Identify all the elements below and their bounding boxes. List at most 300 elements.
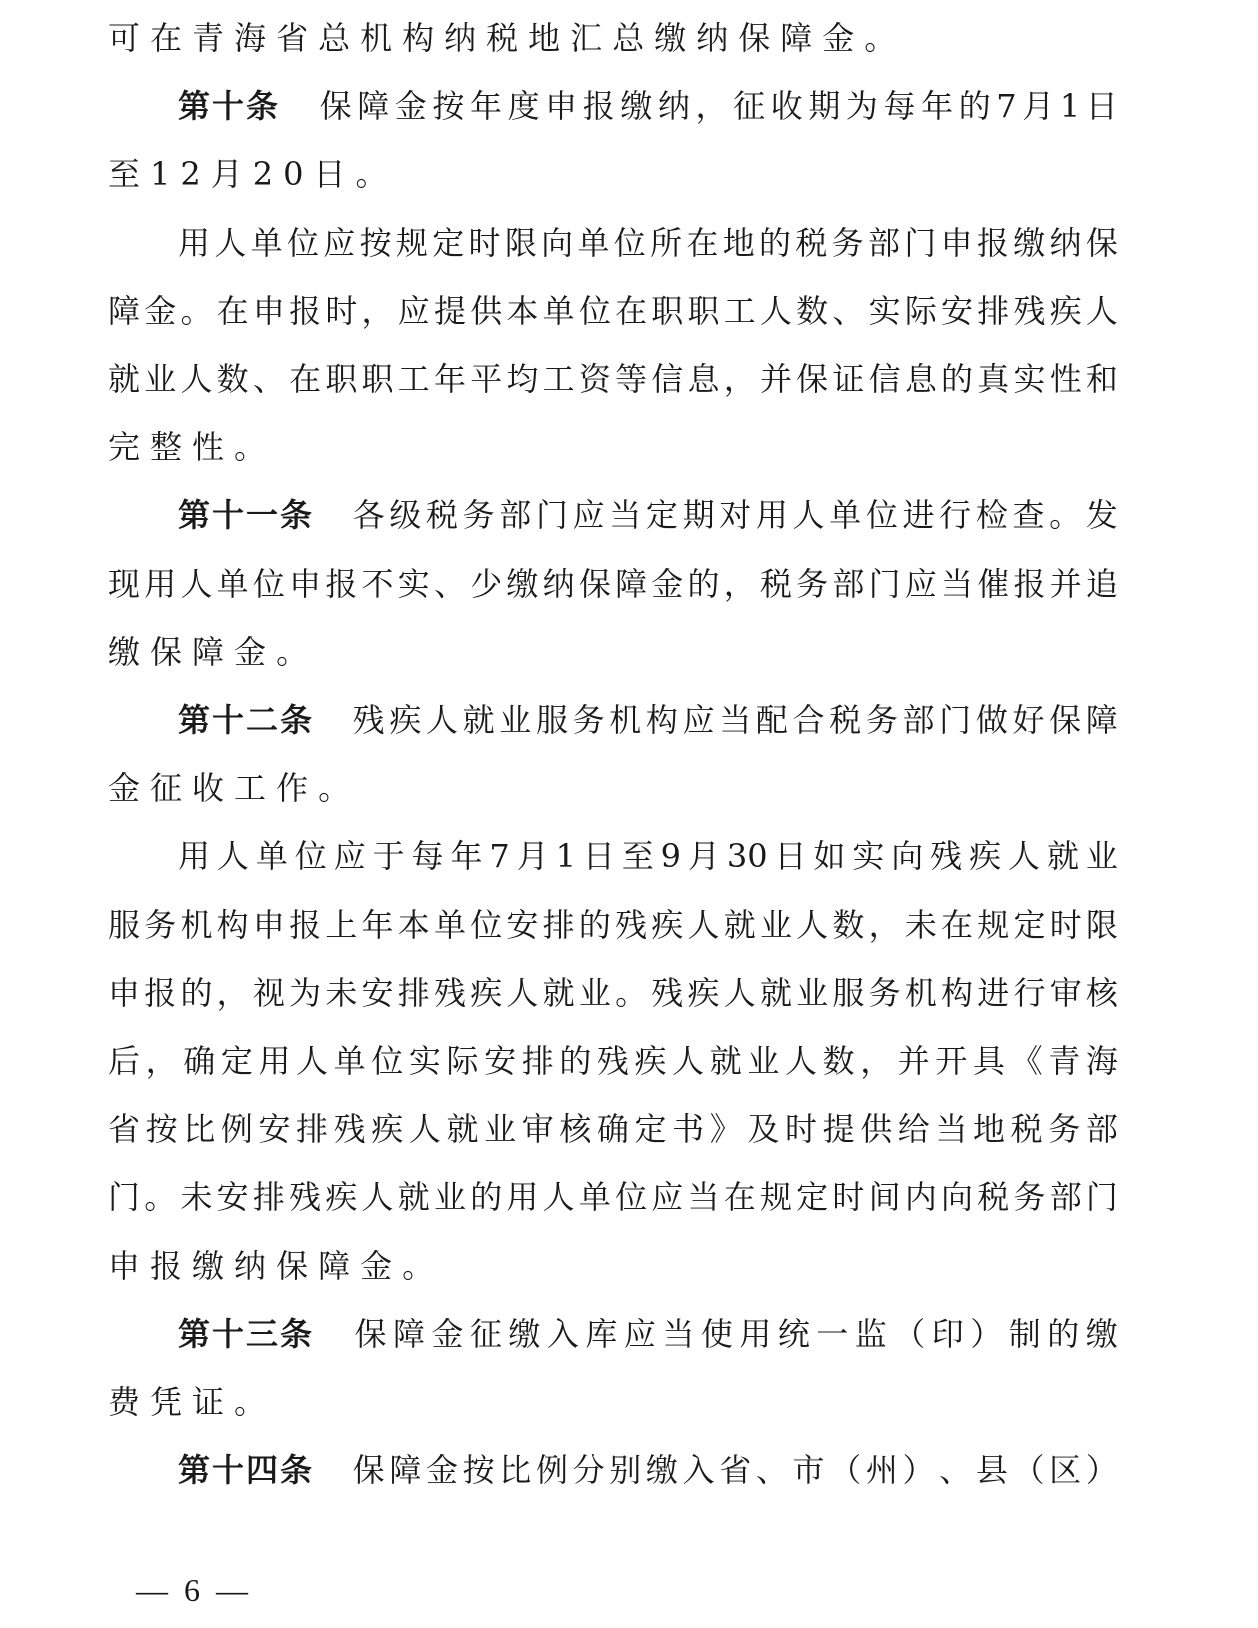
char: 数	[216, 360, 249, 398]
char: 当	[719, 701, 752, 739]
char: 职	[325, 360, 358, 398]
char: 向	[941, 1178, 974, 1217]
char: 保	[578, 564, 611, 603]
char: 年	[450, 837, 483, 876]
char: 业	[144, 360, 177, 398]
char: 位	[470, 905, 503, 944]
char: 人	[687, 905, 720, 944]
char: 现	[108, 564, 141, 603]
char: 证	[192, 1383, 235, 1421]
char: 省	[276, 19, 319, 57]
char: 日	[774, 837, 807, 876]
char: 障	[357, 87, 390, 126]
char: 报	[582, 87, 615, 126]
char: 本	[506, 291, 539, 330]
char: 安	[506, 905, 539, 944]
char: 用	[258, 1042, 291, 1080]
text-line	[108, 969, 1118, 1017]
char: 年	[433, 360, 466, 398]
char: 作	[276, 769, 319, 808]
char: 人	[542, 1178, 575, 1217]
char: 确	[183, 1042, 216, 1080]
char: 的	[1047, 1314, 1080, 1353]
char: 用	[739, 1314, 772, 1353]
char: 业	[747, 1042, 780, 1080]
char: 至	[621, 837, 654, 876]
char: ，	[361, 291, 394, 330]
char: 海	[1085, 1042, 1118, 1080]
char: 并	[759, 360, 792, 398]
char: 用	[755, 496, 788, 535]
char: 按	[145, 1110, 178, 1149]
char: 保	[1085, 223, 1118, 262]
char: 机	[904, 973, 937, 1012]
char: 位	[252, 564, 285, 603]
char: 税	[977, 1178, 1010, 1217]
char: 、	[433, 564, 466, 603]
char: （	[893, 1314, 926, 1353]
text-line	[108, 14, 1118, 62]
char: 构	[216, 905, 249, 944]
char: 印	[931, 1314, 964, 1353]
char: 单	[250, 223, 283, 262]
char: 障	[780, 19, 823, 57]
char: 报	[150, 1246, 193, 1285]
char: 人	[1008, 837, 1041, 876]
char: 7	[996, 87, 1017, 126]
char: 申	[252, 291, 285, 330]
char: 排	[252, 1178, 285, 1217]
char: 月	[210, 155, 253, 194]
char: 向	[541, 223, 574, 262]
char: 、	[832, 291, 865, 330]
char: 申	[252, 905, 285, 944]
char: 业	[499, 701, 532, 739]
char: 20	[252, 155, 314, 194]
char: 性	[1049, 360, 1082, 398]
char: 。	[615, 973, 648, 1012]
char: 月	[1022, 87, 1055, 126]
char: 申	[289, 564, 322, 603]
char: 规	[977, 905, 1010, 944]
char: 门	[535, 496, 568, 535]
char: 的	[578, 905, 611, 944]
char: 部	[1085, 1110, 1118, 1149]
char: 单	[578, 1178, 611, 1217]
text-line	[178, 832, 1118, 880]
char: 每	[411, 837, 444, 876]
char: 就	[462, 701, 495, 739]
char: 时	[784, 1110, 817, 1149]
text-line	[178, 219, 1118, 267]
char: 时	[1049, 905, 1082, 944]
char: 残	[615, 905, 648, 944]
char: 工	[723, 291, 756, 330]
char: 区	[1049, 1451, 1082, 1490]
char: 税	[1010, 1110, 1043, 1149]
char: 构	[402, 19, 445, 57]
article-heading: 第十一条	[178, 496, 315, 535]
char: 人	[723, 973, 756, 1012]
char: 门	[868, 564, 901, 603]
char: 分	[572, 1451, 605, 1490]
char: 人	[425, 701, 458, 739]
char: 务	[796, 564, 829, 603]
char: 障	[108, 291, 141, 330]
char: 疾	[371, 1110, 404, 1149]
char: 金	[431, 1314, 464, 1353]
char: 位	[615, 1178, 648, 1217]
char: 的	[559, 1042, 592, 1080]
char: 位	[286, 223, 319, 262]
char: 人	[180, 564, 213, 603]
char: 供	[470, 291, 503, 330]
char: （	[1012, 1451, 1045, 1490]
char: 位	[371, 1042, 404, 1080]
char: ，	[860, 1042, 893, 1080]
char: 行	[1013, 973, 1046, 1012]
char: 际	[446, 1042, 479, 1080]
char: 疾	[470, 973, 503, 1012]
char: 间	[868, 1178, 901, 1217]
char: 保	[354, 1314, 387, 1353]
char: ，	[723, 564, 756, 603]
char: 统	[777, 1314, 810, 1353]
char: 障	[192, 632, 235, 671]
char: 工	[542, 360, 575, 398]
char: 进	[977, 973, 1010, 1012]
char: 地	[722, 223, 755, 262]
char: 入	[546, 1314, 579, 1353]
char: 保	[738, 19, 781, 57]
char: 就	[542, 973, 575, 1012]
char: 保	[319, 87, 352, 126]
char: 一	[816, 1314, 849, 1353]
char: 构	[941, 973, 974, 1012]
char: 务	[572, 701, 605, 739]
char: 开	[935, 1042, 968, 1080]
text-line	[108, 628, 1118, 676]
char: 纳	[696, 19, 739, 57]
char: 用	[178, 223, 211, 262]
char: 期	[808, 87, 841, 126]
char: 真	[977, 360, 1010, 398]
text-line	[108, 355, 1118, 403]
char: 缴	[1013, 223, 1046, 262]
char: 金	[822, 19, 865, 57]
char: 1	[555, 837, 576, 876]
char: 申	[545, 87, 578, 126]
char: 排	[542, 905, 575, 944]
char: 按	[359, 223, 392, 262]
char: 12	[150, 155, 211, 194]
char: 障	[1085, 701, 1118, 739]
text-line	[108, 1173, 1118, 1221]
char: 金	[144, 291, 177, 330]
char: 业	[484, 1110, 517, 1149]
char: 残	[1013, 291, 1046, 330]
char: 定	[220, 1042, 253, 1080]
char: 于	[372, 837, 405, 876]
char: 》	[709, 1110, 742, 1149]
char: 纳	[1049, 223, 1082, 262]
char: 。	[234, 428, 277, 467]
char: 在	[686, 223, 719, 262]
char: 供	[860, 1110, 893, 1149]
char: 际	[904, 291, 937, 330]
char: 总	[318, 19, 361, 57]
char: 当	[935, 1110, 968, 1149]
char: 时	[325, 291, 358, 330]
page-number: — 6 —	[136, 1572, 252, 1608]
text-line	[178, 696, 1118, 744]
char: 所	[650, 223, 683, 262]
char: 追	[1085, 564, 1118, 603]
text-line	[108, 1037, 1118, 1085]
char: 排	[296, 1110, 329, 1149]
char: 使	[700, 1314, 733, 1353]
char: 疾	[969, 837, 1002, 876]
char: 具	[973, 1042, 1006, 1080]
char: 缴	[620, 87, 653, 126]
char: 海	[234, 19, 277, 57]
char: 应	[682, 701, 715, 739]
char: 定	[634, 1110, 667, 1149]
char: ）	[1085, 1451, 1118, 1490]
char: 税	[759, 564, 792, 603]
char: 规	[395, 223, 428, 262]
char: 。	[402, 1246, 445, 1285]
char: 业	[433, 1178, 466, 1217]
char: 实	[852, 837, 885, 876]
char: 用	[178, 837, 211, 876]
char: 实	[1013, 360, 1046, 398]
char: 位	[613, 223, 646, 262]
char: 、	[755, 1451, 788, 1490]
char: 并	[897, 1042, 930, 1080]
char: 税	[829, 701, 862, 739]
char: 服	[832, 973, 865, 1012]
char: 就	[723, 905, 756, 944]
char: 整	[150, 428, 193, 467]
char: 实	[397, 564, 430, 603]
char: 位	[865, 496, 898, 535]
char: 入	[682, 1451, 715, 1490]
char: 资	[578, 360, 611, 398]
char: 监	[854, 1314, 887, 1353]
char: 构	[645, 701, 678, 739]
char: 规	[759, 1178, 792, 1217]
char: 合	[792, 701, 825, 739]
char: 别	[609, 1451, 642, 1490]
char: 书	[672, 1110, 705, 1149]
char: 报	[325, 564, 358, 603]
char: 应	[572, 496, 605, 535]
char: 服	[108, 905, 141, 944]
char: 例	[535, 1451, 568, 1490]
char: 时	[832, 1178, 865, 1217]
char: 核	[1085, 973, 1118, 1012]
char: 业	[796, 973, 829, 1012]
char: 应	[323, 223, 356, 262]
char: 可	[108, 19, 151, 57]
char: 就	[446, 1110, 479, 1149]
char: 省	[719, 1451, 752, 1490]
char: 、	[939, 1451, 972, 1490]
char: 均	[506, 360, 539, 398]
char: 内	[904, 1178, 937, 1217]
char: 给	[897, 1110, 930, 1149]
char: 当	[941, 564, 974, 603]
char: 。	[864, 19, 907, 57]
char: 在	[941, 905, 974, 944]
char: 信	[868, 360, 901, 398]
char: 排	[521, 1042, 554, 1080]
char: 。	[1049, 496, 1082, 535]
char: 9	[660, 837, 682, 876]
char: 核	[559, 1110, 592, 1149]
char: 障	[389, 1451, 422, 1490]
char: 应	[904, 564, 937, 603]
char: 视	[252, 973, 285, 1012]
char: ）	[902, 1451, 935, 1490]
char: 数	[822, 1042, 855, 1080]
char: 人	[506, 973, 539, 1012]
char: 业	[1085, 837, 1118, 876]
char: 在	[615, 291, 648, 330]
char: 完	[108, 428, 151, 467]
char: 做	[975, 701, 1008, 739]
char: 日	[1085, 87, 1118, 126]
char: 定	[432, 223, 465, 262]
char: 市	[792, 1451, 825, 1490]
char: 就	[397, 1178, 430, 1217]
char: 门	[939, 701, 972, 739]
char: 应	[651, 1178, 684, 1217]
char: 收	[192, 769, 235, 808]
char: 州	[865, 1451, 898, 1490]
char: 为	[289, 973, 322, 1012]
char: 疾	[687, 973, 720, 1012]
char: 总	[612, 19, 655, 57]
char: 税	[425, 496, 458, 535]
char: 平	[470, 360, 503, 398]
char: 在	[150, 19, 193, 57]
char: 用	[144, 564, 177, 603]
char: 的	[941, 360, 974, 398]
char: 月	[687, 837, 720, 876]
char: 人	[214, 223, 247, 262]
char: 地	[973, 1110, 1006, 1149]
char: 比	[183, 1110, 216, 1149]
char: 提	[822, 1110, 855, 1149]
char: 例	[220, 1110, 253, 1149]
char: 残	[651, 973, 684, 1012]
char: 。	[355, 155, 398, 194]
char: 、	[252, 360, 285, 398]
text-line	[108, 423, 1118, 471]
char: 及	[747, 1110, 780, 1149]
char: 凭	[150, 1383, 193, 1421]
char: 务	[1013, 1178, 1046, 1217]
char: 纳	[444, 19, 487, 57]
char: 应	[333, 837, 366, 876]
char: 金	[425, 1451, 458, 1490]
char: 未	[325, 973, 358, 1012]
text-line	[108, 764, 1118, 812]
char: 人	[1085, 291, 1118, 330]
char: 上	[325, 905, 358, 944]
char: 业	[578, 973, 611, 1012]
char: 等	[615, 360, 648, 398]
char: 就	[709, 1042, 742, 1080]
char: 单	[433, 905, 466, 944]
char: 的	[180, 973, 213, 1012]
char: 门	[904, 223, 937, 262]
char: 务	[1048, 1110, 1081, 1149]
char: 年	[469, 87, 502, 126]
char: 人	[784, 1042, 817, 1080]
char: 应	[397, 291, 430, 330]
char: 单	[577, 223, 610, 262]
char: 30	[726, 837, 768, 876]
char: 时	[468, 223, 501, 262]
char: 部	[1049, 1178, 1082, 1217]
article-heading: 第十三条	[178, 1314, 315, 1353]
char: 业	[759, 905, 792, 944]
char: 工	[234, 769, 277, 808]
char: 实	[408, 1042, 441, 1080]
char: 度	[507, 87, 540, 126]
char: 的	[759, 223, 792, 262]
char: 按	[462, 1451, 495, 1490]
char: 人	[792, 496, 825, 535]
char: 确	[596, 1110, 629, 1149]
char: 库	[585, 1314, 618, 1353]
char: 省	[108, 1110, 141, 1149]
char: 限	[504, 223, 537, 262]
char: 人	[361, 1178, 394, 1217]
char: 进	[902, 496, 935, 535]
char: 比	[499, 1451, 532, 1490]
char: 残	[596, 1042, 629, 1080]
char: 障	[318, 1246, 361, 1285]
char: 应	[623, 1314, 656, 1353]
char: 门	[108, 1178, 141, 1217]
char: 人	[296, 1042, 329, 1080]
char: 务	[865, 701, 898, 739]
char: 定	[1013, 905, 1046, 944]
char: （	[829, 1451, 862, 1490]
char: 缴	[654, 19, 697, 57]
char: 按	[432, 87, 465, 126]
char: 当	[687, 1178, 720, 1217]
char: 单	[216, 564, 249, 603]
char: 纳	[657, 87, 690, 126]
char: 就	[1046, 837, 1079, 876]
char: 就	[759, 973, 792, 1012]
char: 《	[1010, 1042, 1043, 1080]
char: ，	[145, 1042, 178, 1080]
char: 查	[1012, 496, 1045, 535]
char: 征	[150, 769, 193, 808]
char: 报	[289, 291, 322, 330]
char: 残	[352, 701, 385, 739]
char: 纳	[234, 1246, 277, 1285]
char: 日	[313, 155, 356, 194]
char: 数	[832, 905, 865, 944]
char: 月	[516, 837, 549, 876]
